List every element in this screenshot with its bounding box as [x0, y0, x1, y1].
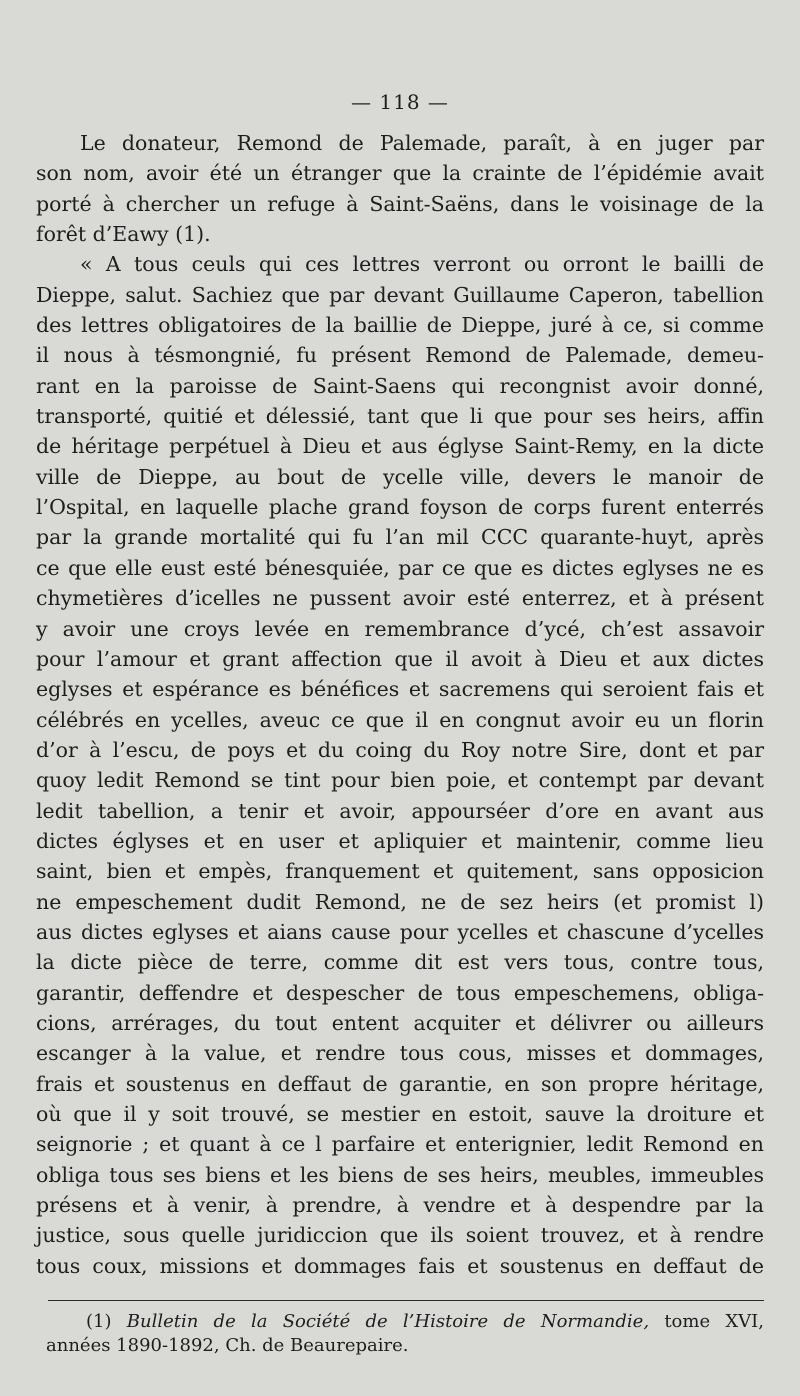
text-line: quoy ledit Remond se tint pour bien poie, et contempt par devant [36, 768, 764, 793]
text-line: l’Ospital, en laquelle plache grand foyson de corps furent enterrés [36, 495, 764, 520]
text-line: d’or à l’escu, de poys et du coing du Roy notre Sire, dont et par [36, 737, 764, 762]
text-line: seignorie ; et quant à ce l parfaire et enterignier, ledit Remond en [36, 1132, 764, 1157]
text-line: son nom, avoir été un étranger que la crainte de l’épidémie avait [36, 161, 764, 186]
footnote-title: Bulletin de la Société de l’Histoire de Normandie, [126, 1311, 650, 1332]
body-text [36, 128, 764, 1281]
text-line: justice, sous quelle juridiccion que ils soient trouvez, et à rendre [36, 1223, 764, 1248]
footnote-divider [48, 1300, 764, 1301]
footnote-line-1 [46, 1310, 764, 1334]
text-line: cions, arrérages, du tout entent acquiter et délivrer ou ailleurs [36, 1010, 764, 1035]
text-line: des lettres obligatoires de la baillie de Dieppe, juré à ce, si comme [36, 313, 764, 338]
text-line: garantir, deffendre et despescher de tous empeschemens, obliga- [36, 980, 764, 1005]
text-line: porté à chercher un refuge à Saint-Saëns, dans le voisinage de la [36, 191, 764, 216]
text-line: ne empeschement dudit Remond, ne de sez heirs (et promist l) [36, 889, 764, 914]
footnote-marker: (1) [86, 1311, 112, 1332]
text-line: eglyses et espérance es bénéfices et sacremens qui seroient fais et [36, 677, 764, 702]
text-line: ledit tabellion, a tenir et avoir, appourséer d’ore en avant aus [36, 798, 764, 823]
text-line: saint, bien et empès, franquement et quitement, sans opposicion [36, 859, 764, 884]
text-line: ville de Dieppe, au bout de ycelle ville, devers le manoir de [36, 464, 764, 489]
footnote [46, 1310, 764, 1358]
text-line: rant en la paroisse de Saint-Saens qui recongnist avoir donné, [36, 373, 764, 398]
text-line: il nous à tésmongnié, fu présent Remond de Palemade, demeu- [36, 343, 764, 368]
text-line: obliga tous ses biens et les biens de ses heirs, meubles, immeubles [36, 1162, 764, 1187]
text-line: ce que elle eust esté bénesquiée, par ce que es dictes eglyses ne es [36, 555, 764, 580]
text-line: où que il y soit trouvé, se mestier en estoit, sauve la droiture et [36, 1102, 764, 1126]
text-line: présens et à venir, à prendre, à vendre et à despendre par la [36, 1193, 764, 1218]
footnote-rest: tome XVI, [664, 1311, 764, 1332]
text-line: la dicte pièce de terre, comme dit est vers tous, contre tous, [36, 950, 764, 975]
text-line: dictes églyses et en user et apliquier et maintenir, comme lieu [36, 828, 764, 853]
text-line: Dieppe, salut. Sachiez que par devant Guillaume Caperon, tabellion [36, 282, 764, 307]
text-line: Le donateur, Remond de Palemade, paraît, à en juger par [80, 131, 764, 155]
text-line: forêt d’Eawy (1). [36, 222, 211, 247]
footnote-line-2: années 1890-1892, Ch. de Beaurepaire. [46, 1335, 409, 1356]
text-line: « A tous ceuls qui ces lettres verront ou orront le bailli de [80, 252, 764, 277]
page-number: — 118 — [351, 90, 449, 114]
text-line: pour l’amour et grant affection que il avoit à Dieu et aux dictes [36, 646, 764, 671]
text-line: escanger à la value, et rendre tous cous, misses et dommages, [36, 1041, 764, 1066]
text-line: tous coux, missions et dommages fais et soustenus en deffaut de [36, 1253, 764, 1278]
text-line: y avoir une croys levée en remembrance d’ycé, ch’est assavoir [36, 616, 764, 641]
text-line: célébrés en ycelles, aveuc ce que il en congnut avoir eu un florin [36, 707, 764, 732]
text-line: par la grande mortalité qui fu l’an mil CCC quarante-huyt, après [36, 525, 764, 550]
text-line: chymetières d’icelles ne pussent avoir esté enterrez, et à présent [36, 586, 764, 611]
text-line: de héritage perpétuel à Dieu et aus églyse Saint-Remy, en la dicte [36, 434, 764, 459]
text-line: aus dictes eglyses et aians cause pour ycelles et chascune d’ycelles [36, 919, 764, 944]
text-line: transporté, quitié et délessié, tant que li que pour ses heirs, affin [36, 404, 764, 429]
text-line: frais et soustenus en deffaut de garantie, en son propre héritage, [36, 1071, 764, 1096]
